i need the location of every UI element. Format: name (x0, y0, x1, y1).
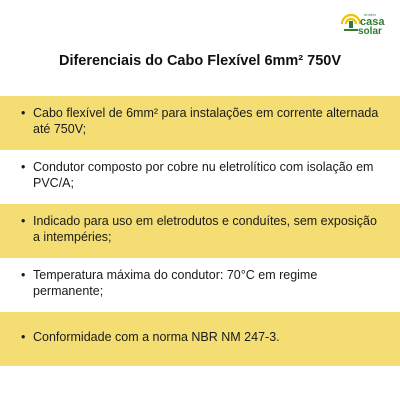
list-item (0, 150, 400, 204)
features-list (0, 96, 400, 366)
bullet: • (21, 106, 26, 120)
list-item-text: Indicado para uso em eletrodutos e conduítes, sem exposição a intempéries; (33, 214, 377, 244)
logo-text-solar: solar (358, 26, 382, 37)
list-item-text: Condutor composto por cobre nu eletrolítico com isolação em PVC/A; (33, 160, 374, 190)
bullet: • (21, 214, 26, 228)
list-item-text: Conformidade com a norma NBR NM 247-3. (33, 330, 280, 344)
list-item (0, 258, 400, 312)
list-item (0, 96, 400, 150)
logo-text-casa: casa (360, 16, 385, 28)
list-item-text: Cabo flexível de 6mm² para instalações em corrente alternada até 750V; (33, 106, 379, 136)
bullet: • (21, 268, 26, 282)
bullet: • (21, 160, 26, 174)
bullet: • (21, 330, 26, 344)
brand-logo (336, 10, 390, 46)
list-item (0, 204, 400, 258)
logo-text-mister: mister (364, 12, 377, 17)
list-item-text: Temperatura máxima do condutor: 70°C em regime permanente; (33, 268, 318, 298)
page-title: Diferenciais do Cabo Flexível 6mm² 750V (58, 53, 342, 69)
list-item (0, 312, 400, 366)
